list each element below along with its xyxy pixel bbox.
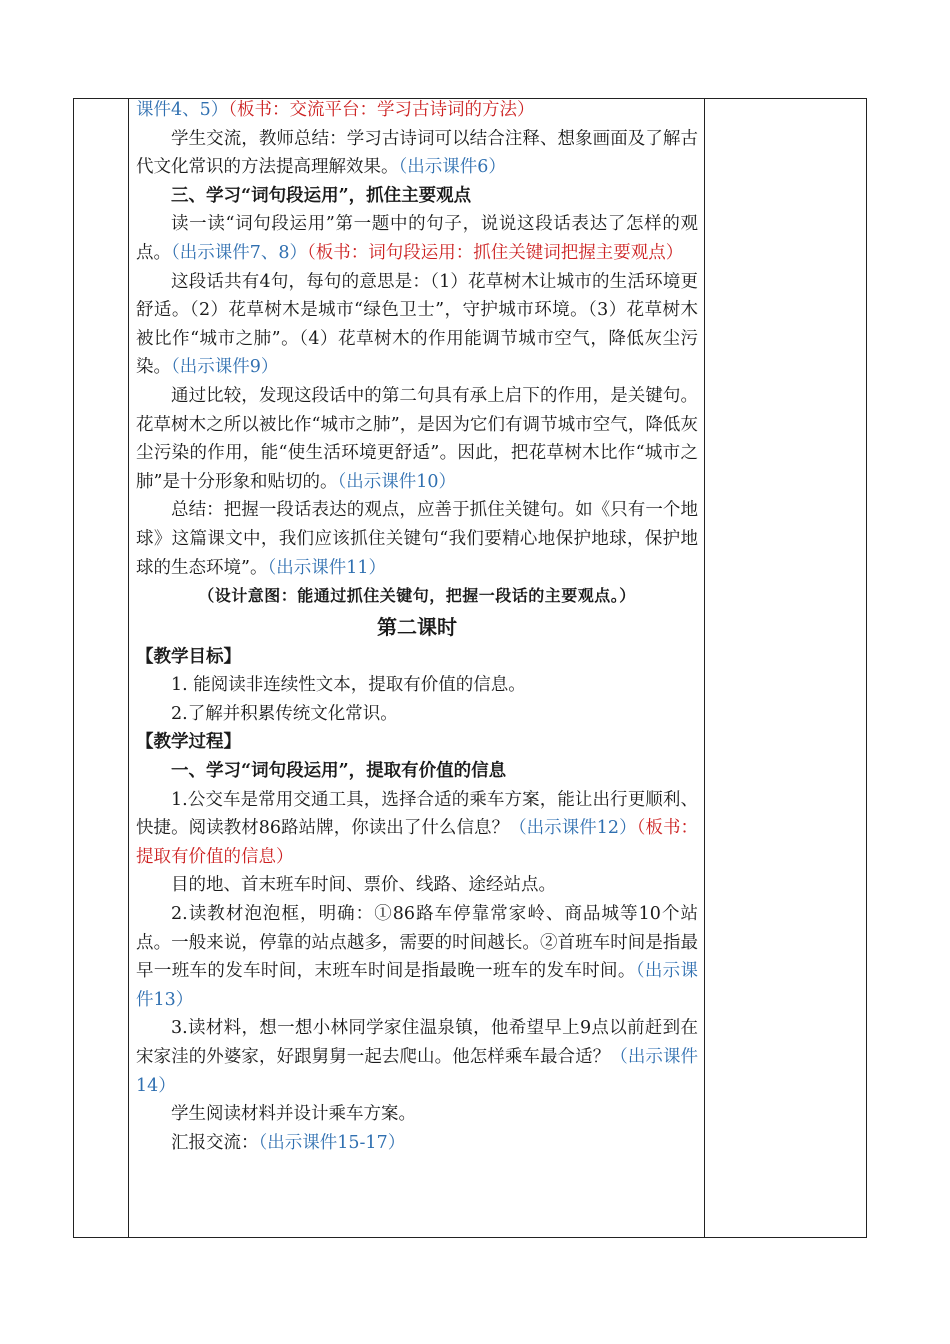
paragraph-student-exchange: 学生交流，教师总结：学习古诗词可以结合注释、想象画面及了解古代文化常识的方法提高理解效果。（出示课件6）	[136, 128, 698, 178]
lesson-two-title: 第二课时	[377, 614, 457, 639]
paragraph-summary: 总结：把握一段话表达的观点，应善于抓住关键句。如《只有一个地球》这篇课文中，我们应该抓住关键句“我们要精心地保护地球，保护地球的生态环境”。（出示课件11）	[136, 500, 698, 578]
table-left-column-divider	[128, 99, 129, 1237]
paragraph-bus-info-answer: 目的地、首末班车时间、票价、线路、途经站点。	[171, 875, 556, 896]
table-right-column-divider	[704, 99, 705, 1237]
goal-item-1: 1. 能阅读非连续性文本，提取有价值的信息。	[171, 675, 526, 696]
section-heading-main-viewpoint: 三、学习“词句段运用”，抓住主要观点	[171, 185, 472, 206]
paragraph-read-sentences: 读一读“词句段运用”第一题中的句子，说说这段话表达了怎样的观点。（出示课件7、8）（板书：词句段运用：抓住关键词把握主要观点）	[136, 214, 698, 263]
paragraph-design-plan: 学生阅读材料并设计乘车方案。	[171, 1104, 416, 1125]
section-heading-extract-info: 一、学习“词句段运用”，提取有价值的信息	[171, 761, 507, 782]
goal-item-2: 2.了解并积累传统文化常识。	[171, 703, 398, 724]
paragraph-bubble-box: 2.读教材泡泡框，明确：①86路车停靠常家岭、商品城等10个站点。一般来说，停靠的站点越多，需要的时间越长。②首班车时间是指最早一班车的发车时间，末班车时间是指最晚一班车的发车时间。（出示课件13）	[136, 904, 699, 1010]
teaching-goals-heading: 【教学目标】	[136, 646, 241, 667]
design-intent: （设计意图：能通过抓住关键句，把握一段话的主要观点。）	[198, 586, 636, 606]
paragraph-material-question: 3.读材料，想一想小林同学家住温泉镇，他希望早上9点以前赶到在宋家洼的外婆家，好跟舅舅一起去爬山。他怎样乘车最合适？（出示课件14）	[136, 1018, 699, 1096]
teaching-process-heading: 【教学过程】	[136, 732, 241, 753]
paragraph-courseware-4-5: 课件4、5）（板书：交流平台：学习古诗词的方法）	[136, 100, 535, 120]
paragraph-four-sentences: 这段话共有4句，每句的意思是：（1）花草树木让城市的生活环境更舒适。（2）花草树木是城市“绿色卫士”，守护城市环境。（3）花草树木被比作“城市之肺”。（4）花草树木的作用能调节城市空气，降低灰尘污染。（出示课件9）	[136, 271, 698, 378]
paragraph-comparison: 通过比较，发现这段话中的第二句具有承上启下的作用，是关键句。花草树木之所以被比作“城市之肺”，是因为它们有调节城市空气，降低灰尘污染的作用，能“使生活环境更舒适”。因此，把花草树木比作“城市之肺”是十分形象和贴切的。（出示课件10）	[136, 385, 698, 492]
lesson-content	[136, 96, 698, 1157]
paragraph-bus-route: 1.公交车是常用交通工具，选择合适的乘车方案，能让出行更顺利、快捷。阅读教材86路站牌，你读出了什么信息？（出示课件12）（板书：提取有价值的信息）	[136, 789, 698, 867]
paragraph-report-exchange: 汇报交流：（出示课件15-17）	[171, 1132, 406, 1153]
